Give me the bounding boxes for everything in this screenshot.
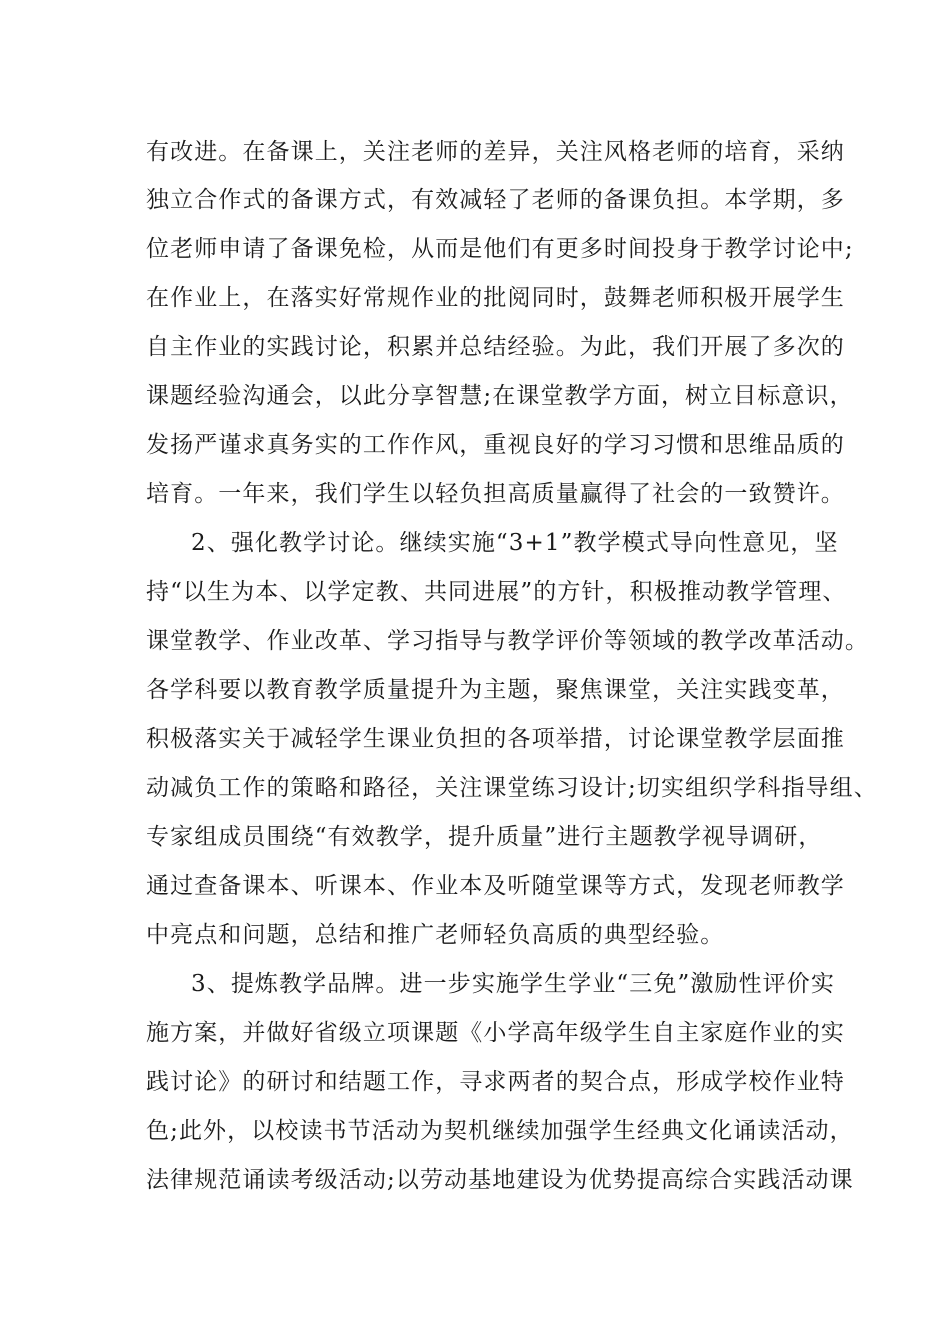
text-line: 培育。一年来，我们学生以轻负担高质量赢得了社会的一致赞许。: [146, 481, 845, 507]
text-line: 课堂教学、作业改革、学习指导与教学评价等领域的教学改革活动。: [146, 628, 869, 654]
text-line: 课题经验沟通会，以此分享智慧;在课堂教学方面，树立目标意识，: [146, 383, 854, 409]
text-line: 位老师申请了备课免检，从而是他们有更多时间投身于教学讨论中;: [146, 236, 854, 262]
text-line: 专家组成员围绕“有效教学，提升质量”进行主题教学视导调研，: [146, 824, 823, 850]
text-line: 中亮点和问题，总结和推广老师轻负高质的典型经验。: [146, 922, 725, 948]
text-line: 法律规范诵读考级活动;以劳动基地建设为优势提高综合实践活动课: [146, 1167, 854, 1193]
text-line: 色;此外，以校读书节活动为契机继续加强学生经典文化诵读活动，: [146, 1118, 854, 1144]
text-line: 持“以生为本、以学定教、共同进展”的方针，积极推动教学管理、: [146, 579, 847, 605]
text-line: 各学科要以教育教学质量提升为主题，聚焦课堂，关注实践变革，: [146, 677, 845, 703]
text-line: 施方案，并做好省级立项课题《小学高年级学生自主家庭作业的实: [146, 1020, 845, 1046]
text-line: 积极落实关于减轻学生课业负担的各项举措，讨论课堂教学层面推: [146, 726, 845, 752]
text-line: 在作业上，在落实好常规作业的批阅同时，鼓舞老师积极开展学生: [146, 285, 845, 311]
text-line: 独立合作式的备课方式，有效减轻了老师的备课负担。本学期，多: [146, 187, 845, 213]
text-line: 自主作业的实践讨论，积累并总结经验。为此，我们开展了多次的: [146, 334, 845, 360]
paragraph-start-line: 2、强化教学讨论。继续实施“3+1”教学模式导向性意见，坚: [191, 530, 839, 556]
text-line: 有改进。在备课上，关注老师的差异，关注风格老师的培育，采纳: [146, 139, 845, 165]
text-line: 发扬严谨求真务实的工作作风，重视良好的学习习惯和思维品质的: [146, 432, 845, 458]
text-line: 践讨论》的研讨和结题工作，寻求两者的契合点，形成学校作业特: [146, 1069, 845, 1095]
text-line: 动减负工作的策略和路径，关注课堂练习设计;切实组织学科指导组、: [146, 775, 878, 801]
text-line: 通过查备课本、听课本、作业本及听随堂课等方式，发现老师教学: [146, 873, 845, 899]
paragraph-start-line: 3、提炼教学品牌。进一步实施学生学业“三免”激励性评价实: [191, 971, 835, 997]
